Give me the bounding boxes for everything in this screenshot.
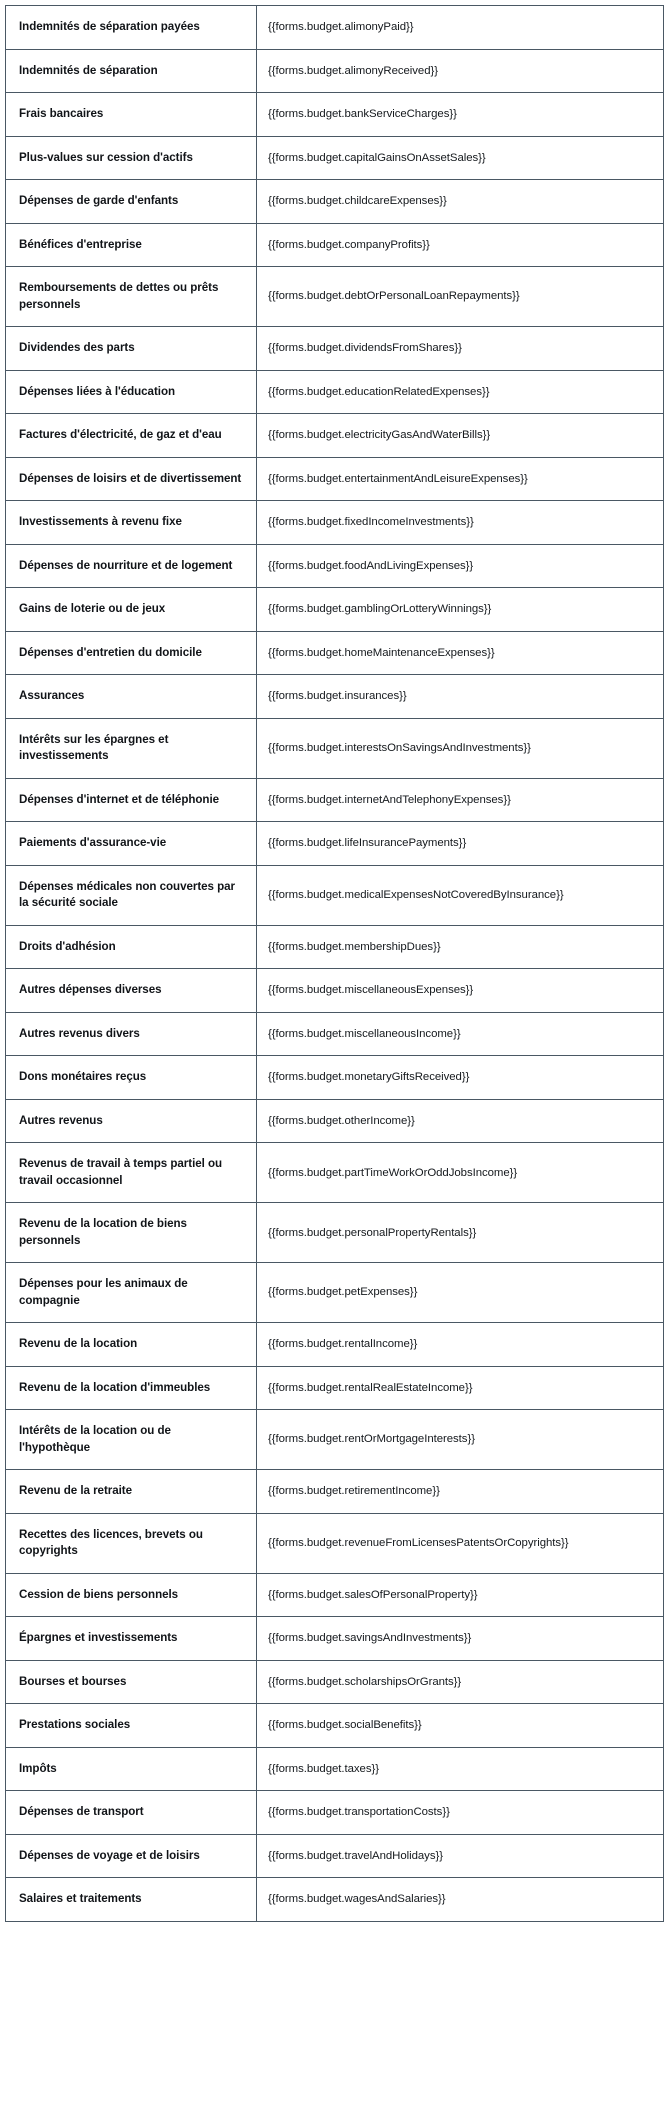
field-binding-cell: {{forms.budget.revenueFromLicensesPatentsOrCopyrights}} xyxy=(257,1513,664,1573)
field-binding-cell: {{forms.budget.rentOrMortgageInterests}} xyxy=(257,1410,664,1470)
field-label-cell: Revenu de la location d'immeubles xyxy=(6,1366,257,1410)
table-row xyxy=(6,1143,664,1203)
table-row xyxy=(6,865,664,925)
field-label-cell: Paiements d'assurance-vie xyxy=(6,822,257,866)
table-row xyxy=(6,1099,664,1143)
field-label-cell: Assurances xyxy=(6,675,257,719)
field-label-cell: Impôts xyxy=(6,1747,257,1791)
field-label-cell: Autres revenus xyxy=(6,1099,257,1143)
field-binding-cell: {{forms.budget.companyProfits}} xyxy=(257,223,664,267)
table-row xyxy=(6,457,664,501)
field-binding-cell: {{forms.budget.retirementIncome}} xyxy=(257,1470,664,1514)
field-binding-cell: {{forms.budget.capitalGainsOnAssetSales}} xyxy=(257,136,664,180)
field-label-cell: Revenu de la location xyxy=(6,1323,257,1367)
field-label-cell: Remboursements de dettes ou prêts personnels xyxy=(6,267,257,327)
table-row xyxy=(6,1263,664,1323)
field-binding-cell: {{forms.budget.debtOrPersonalLoanRepayments}} xyxy=(257,267,664,327)
field-binding-cell: {{forms.budget.homeMaintenanceExpenses}} xyxy=(257,631,664,675)
table-row xyxy=(6,267,664,327)
field-binding-cell: {{forms.budget.interestsOnSavingsAndInvestments}} xyxy=(257,718,664,778)
field-label-cell: Intérêts sur les épargnes et investissements xyxy=(6,718,257,778)
field-binding-cell: {{forms.budget.dividendsFromShares}} xyxy=(257,327,664,371)
field-label-cell: Gains de loterie ou de jeux xyxy=(6,588,257,632)
field-binding-cell: {{forms.budget.taxes}} xyxy=(257,1747,664,1791)
field-binding-cell: {{forms.budget.entertainmentAndLeisureExpenses}} xyxy=(257,457,664,501)
field-label-cell: Droits d'adhésion xyxy=(6,925,257,969)
field-label-cell: Revenu de la retraite xyxy=(6,1470,257,1514)
field-binding-cell: {{forms.budget.childcareExpenses}} xyxy=(257,180,664,224)
table-row xyxy=(6,136,664,180)
table-row xyxy=(6,49,664,93)
field-label-cell: Prestations sociales xyxy=(6,1704,257,1748)
field-label-cell: Cession de biens personnels xyxy=(6,1573,257,1617)
table-body xyxy=(6,6,664,1922)
table-row xyxy=(6,675,664,719)
field-label-cell: Dépenses d'entretien du domicile xyxy=(6,631,257,675)
table-row xyxy=(6,1366,664,1410)
field-binding-cell: {{forms.budget.insurances}} xyxy=(257,675,664,719)
table-row xyxy=(6,1573,664,1617)
field-binding-cell: {{forms.budget.bankServiceCharges}} xyxy=(257,93,664,137)
field-label-cell: Factures d'électricité, de gaz et d'eau xyxy=(6,414,257,458)
field-binding-cell: {{forms.budget.gamblingOrLotteryWinnings}} xyxy=(257,588,664,632)
field-binding-cell: {{forms.budget.transportationCosts}} xyxy=(257,1791,664,1835)
field-label-cell: Indemnités de séparation xyxy=(6,49,257,93)
table-row xyxy=(6,93,664,137)
table-row xyxy=(6,1056,664,1100)
field-binding-cell: {{forms.budget.internetAndTelephonyExpenses}} xyxy=(257,778,664,822)
table-row xyxy=(6,544,664,588)
field-label-cell: Dépenses de transport xyxy=(6,1791,257,1835)
field-label-cell: Dons monétaires reçus xyxy=(6,1056,257,1100)
field-label-cell: Bénéfices d'entreprise xyxy=(6,223,257,267)
field-label-cell: Dividendes des parts xyxy=(6,327,257,371)
field-binding-cell: {{forms.budget.lifeInsurancePayments}} xyxy=(257,822,664,866)
field-label-cell: Plus-values sur cession d'actifs xyxy=(6,136,257,180)
budget-field-mapping-table xyxy=(5,5,664,1922)
field-binding-cell: {{forms.budget.savingsAndInvestments}} xyxy=(257,1617,664,1661)
field-label-cell: Revenu de la location de biens personnels xyxy=(6,1203,257,1263)
field-binding-cell: {{forms.budget.membershipDues}} xyxy=(257,925,664,969)
field-label-cell: Investissements à revenu fixe xyxy=(6,501,257,545)
table-row xyxy=(6,969,664,1013)
field-label-cell: Recettes des licences, brevets ou copyrights xyxy=(6,1513,257,1573)
field-label-cell: Autres dépenses diverses xyxy=(6,969,257,1013)
field-label-cell: Épargnes et investissements xyxy=(6,1617,257,1661)
field-binding-cell: {{forms.budget.salesOfPersonalProperty}} xyxy=(257,1573,664,1617)
table-row xyxy=(6,822,664,866)
field-binding-cell: {{forms.budget.scholarshipsOrGrants}} xyxy=(257,1660,664,1704)
field-label-cell: Dépenses de nourriture et de logement xyxy=(6,544,257,588)
field-label-cell: Dépenses de loisirs et de divertissement xyxy=(6,457,257,501)
table-row xyxy=(6,631,664,675)
table-row xyxy=(6,180,664,224)
field-label-cell: Frais bancaires xyxy=(6,93,257,137)
table-row xyxy=(6,327,664,371)
field-label-cell: Dépenses d'internet et de téléphonie xyxy=(6,778,257,822)
table-row xyxy=(6,1617,664,1661)
table-row xyxy=(6,1012,664,1056)
field-binding-cell: {{forms.budget.partTimeWorkOrOddJobsIncome}} xyxy=(257,1143,664,1203)
field-binding-cell: {{forms.budget.monetaryGiftsReceived}} xyxy=(257,1056,664,1100)
table-row xyxy=(6,1513,664,1573)
table-row xyxy=(6,1747,664,1791)
field-label-cell: Dépenses de garde d'enfants xyxy=(6,180,257,224)
table-row xyxy=(6,414,664,458)
field-binding-cell: {{forms.budget.medicalExpensesNotCoveredByInsurance}} xyxy=(257,865,664,925)
field-binding-cell: {{forms.budget.alimonyReceived}} xyxy=(257,49,664,93)
field-label-cell: Autres revenus divers xyxy=(6,1012,257,1056)
field-label-cell: Salaires et traitements xyxy=(6,1878,257,1922)
table-row xyxy=(6,1410,664,1470)
field-label-cell: Revenus de travail à temps partiel ou travail occasionnel xyxy=(6,1143,257,1203)
field-label-cell: Bourses et bourses xyxy=(6,1660,257,1704)
field-binding-cell: {{forms.budget.rentalRealEstateIncome}} xyxy=(257,1366,664,1410)
table-row xyxy=(6,1470,664,1514)
field-binding-cell: {{forms.budget.electricityGasAndWaterBills}} xyxy=(257,414,664,458)
table-row xyxy=(6,925,664,969)
table-row xyxy=(6,1203,664,1263)
field-binding-cell: {{forms.budget.rentalIncome}} xyxy=(257,1323,664,1367)
field-binding-cell: {{forms.budget.personalPropertyRentals}} xyxy=(257,1203,664,1263)
table-row xyxy=(6,1323,664,1367)
table-row xyxy=(6,718,664,778)
field-binding-cell: {{forms.budget.foodAndLivingExpenses}} xyxy=(257,544,664,588)
table-row xyxy=(6,1704,664,1748)
field-binding-cell: {{forms.budget.wagesAndSalaries}} xyxy=(257,1878,664,1922)
field-binding-cell: {{forms.budget.fixedIncomeInvestments}} xyxy=(257,501,664,545)
field-label-cell: Intérêts de la location ou de l'hypothèque xyxy=(6,1410,257,1470)
field-label-cell: Dépenses de voyage et de loisirs xyxy=(6,1834,257,1878)
field-binding-cell: {{forms.budget.socialBenefits}} xyxy=(257,1704,664,1748)
field-label-cell: Dépenses pour les animaux de compagnie xyxy=(6,1263,257,1323)
field-binding-cell: {{forms.budget.educationRelatedExpenses}} xyxy=(257,370,664,414)
table-row xyxy=(6,588,664,632)
field-binding-cell: {{forms.budget.miscellaneousIncome}} xyxy=(257,1012,664,1056)
table-row xyxy=(6,223,664,267)
table-row xyxy=(6,6,664,50)
table-row xyxy=(6,1660,664,1704)
table-row xyxy=(6,1878,664,1922)
table-row xyxy=(6,778,664,822)
field-binding-cell: {{forms.budget.petExpenses}} xyxy=(257,1263,664,1323)
field-binding-cell: {{forms.budget.alimonyPaid}} xyxy=(257,6,664,50)
field-label-cell: Dépenses médicales non couvertes par la sécurité sociale xyxy=(6,865,257,925)
field-label-cell: Indemnités de séparation payées xyxy=(6,6,257,50)
table-row xyxy=(6,370,664,414)
field-binding-cell: {{forms.budget.miscellaneousExpenses}} xyxy=(257,969,664,1013)
field-binding-cell: {{forms.budget.travelAndHolidays}} xyxy=(257,1834,664,1878)
table-row xyxy=(6,501,664,545)
table-row xyxy=(6,1834,664,1878)
table-row xyxy=(6,1791,664,1835)
field-label-cell: Dépenses liées à l'éducation xyxy=(6,370,257,414)
field-binding-cell: {{forms.budget.otherIncome}} xyxy=(257,1099,664,1143)
